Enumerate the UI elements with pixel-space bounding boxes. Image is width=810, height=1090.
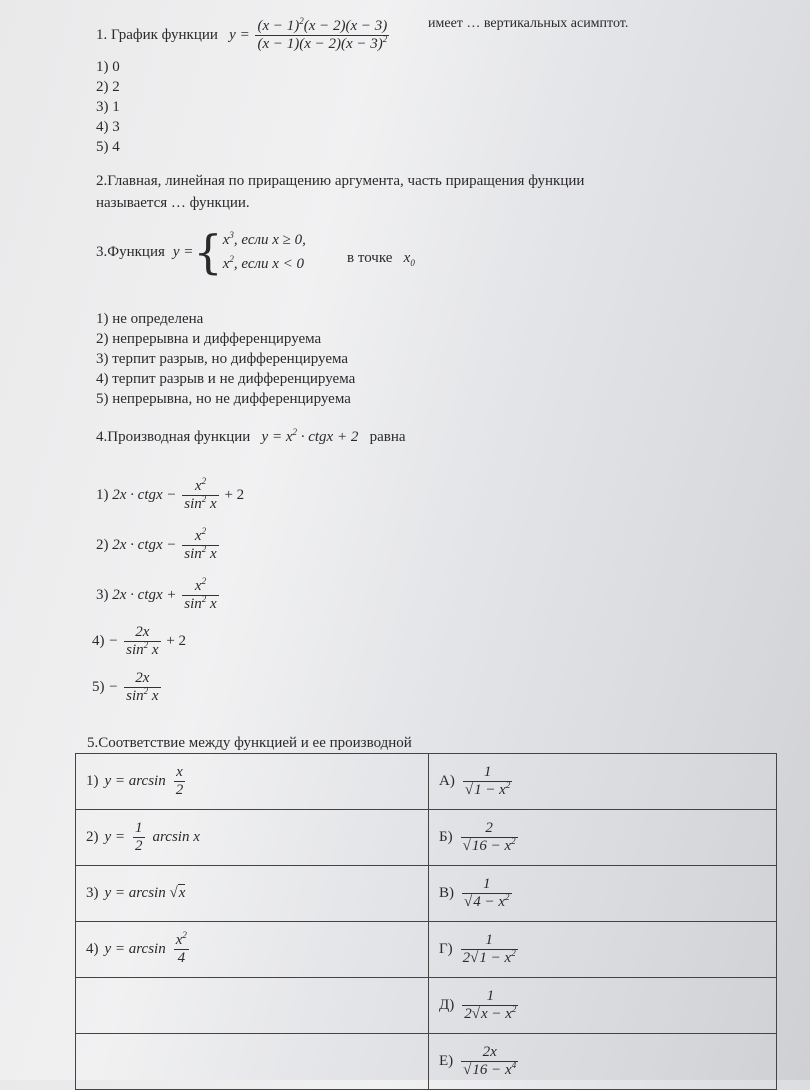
q1-options [96,57,120,157]
left-cell-4[interactable]: 4) y = arcsin $\frac{x^2}{4}$ [76,922,429,978]
left-label: 4) [86,941,99,957]
q4-option-label: 4) [92,632,105,649]
left-cell-empty [76,1034,429,1090]
table-row [76,754,777,810]
left-cell-3[interactable]: 3) y = arcsin √x [76,866,429,922]
q4-option-label: 3) [96,586,109,603]
left-cell-empty [76,978,429,1034]
right-cell-a[interactable]: А) $\frac{1}{√1 - x^2}$ [429,754,777,810]
table-row [76,978,777,1034]
q3-option[interactable]: 2) непрерывна и дифференцируема [96,331,322,347]
right-cell-e[interactable]: Е) $\frac{2x}{√16 - x^4}$ [429,1034,777,1090]
q2-line1: 2.Главная, линейная по приращению аргумента, часть приращения функции [96,173,585,189]
q3-option[interactable]: 1) не определена [96,311,204,327]
q1-after: имеет … вертикальных асимптот. [428,16,629,31]
q5-title: 5.Соответствие между функцией и ее производной [87,735,412,751]
q3-option[interactable]: 5) непрерывна, но не дифференцируема [96,391,351,407]
table-row [76,866,777,922]
q2-line2: называется … функции. [96,195,250,211]
question-2 [96,170,584,214]
q1-prefix: 1. График функции [96,26,218,43]
right-label: А) [439,773,455,789]
q3-prefix: 3.Функция [96,243,165,260]
q1-option[interactable]: 4) 3 [96,119,120,135]
table-row [76,922,777,978]
q1-option[interactable]: 2) 2 [96,79,120,95]
q4-option-4[interactable]: 4) − $\frac{2x}{\sin^2 x}$ + 2 [92,624,187,658]
q1-option[interactable]: 3) 1 [96,99,120,115]
left-cell-1[interactable]: 1) y = arcsin $\frac{x}{2}$ [76,754,429,810]
q3-case1: , если x ≥ 0, [233,232,306,248]
q3-after-wrap: в точке $x_0$ [347,250,415,268]
q1-option[interactable]: 1) 0 [96,59,120,75]
left-label: 2) [86,829,99,845]
q4-option-label: 5) [92,678,105,695]
brace-icon: { [193,225,223,279]
q3-case2: , если x < 0 [233,256,305,272]
right-label: Е) [439,1053,454,1069]
q3-options [96,309,355,409]
right-cell-b[interactable]: Б) $\frac{2}{√16 - x^2}$ [429,810,777,866]
left-label: 3) [86,885,99,901]
question-4: 4.Производная функции $y = x^2$ · ctgx + 2 равна [96,427,406,445]
right-label: Г) [439,941,453,957]
q4-after: равна [369,429,406,445]
q4-option-label: 1) [96,486,109,503]
left-cell-2[interactable]: 2) y = $\frac{1}{2}$ arcsin x [76,810,429,866]
right-label: Б) [439,829,453,845]
q4-option-2[interactable]: 2) 2x · ctgx − $\frac{x^2}{\sin^2 x}$ [96,526,217,562]
question-1 [96,18,391,53]
right-label: Д) [439,997,455,1013]
right-label: В) [439,885,454,901]
q1-option[interactable]: 5) 4 [96,139,120,155]
right-cell-d[interactable]: Д) $\frac{1}{2√x - x^2}$ [429,978,777,1034]
q4-option-label: 2) [96,536,109,553]
question-3: 3.Функция y = { $x^3$, если x ≥ 0, $x^2$, если x < 0 [96,225,306,279]
q4-option-1[interactable]: 1) 2x · ctgx − $\frac{x^2}{\sin^2 x}$ + 2 [96,476,245,512]
q1-formula: y = $\frac{(x - 1)^2(x - 2)(x - 3)}{(x - 1)(x - 2)(x - 3)^2}$ [221,16,388,52]
table-row [76,1034,777,1090]
right-cell-g[interactable]: Г) $\frac{1}{2√1 - x^2}$ [429,922,777,978]
q3-option[interactable]: 4) терпит разрыв и не дифференцируема [96,371,356,387]
q4-prefix: 4.Производная функции [96,429,251,445]
q4-option-5[interactable]: 5) − $\frac{2x}{\sin^2 x}$ [92,670,159,704]
q3-option[interactable]: 3) терпит разрыв, но дифференцируема [96,351,349,367]
table-row [76,810,777,866]
matching-table [75,753,777,1090]
left-label: 1) [86,773,99,789]
right-cell-v[interactable]: В) $\frac{1}{√4 - x^2}$ [429,866,777,922]
q4-option-3[interactable]: 3) 2x · ctgx + $\frac{x^2}{\sin^2 x}$ [96,576,217,612]
q3-after: в точке [347,250,393,266]
